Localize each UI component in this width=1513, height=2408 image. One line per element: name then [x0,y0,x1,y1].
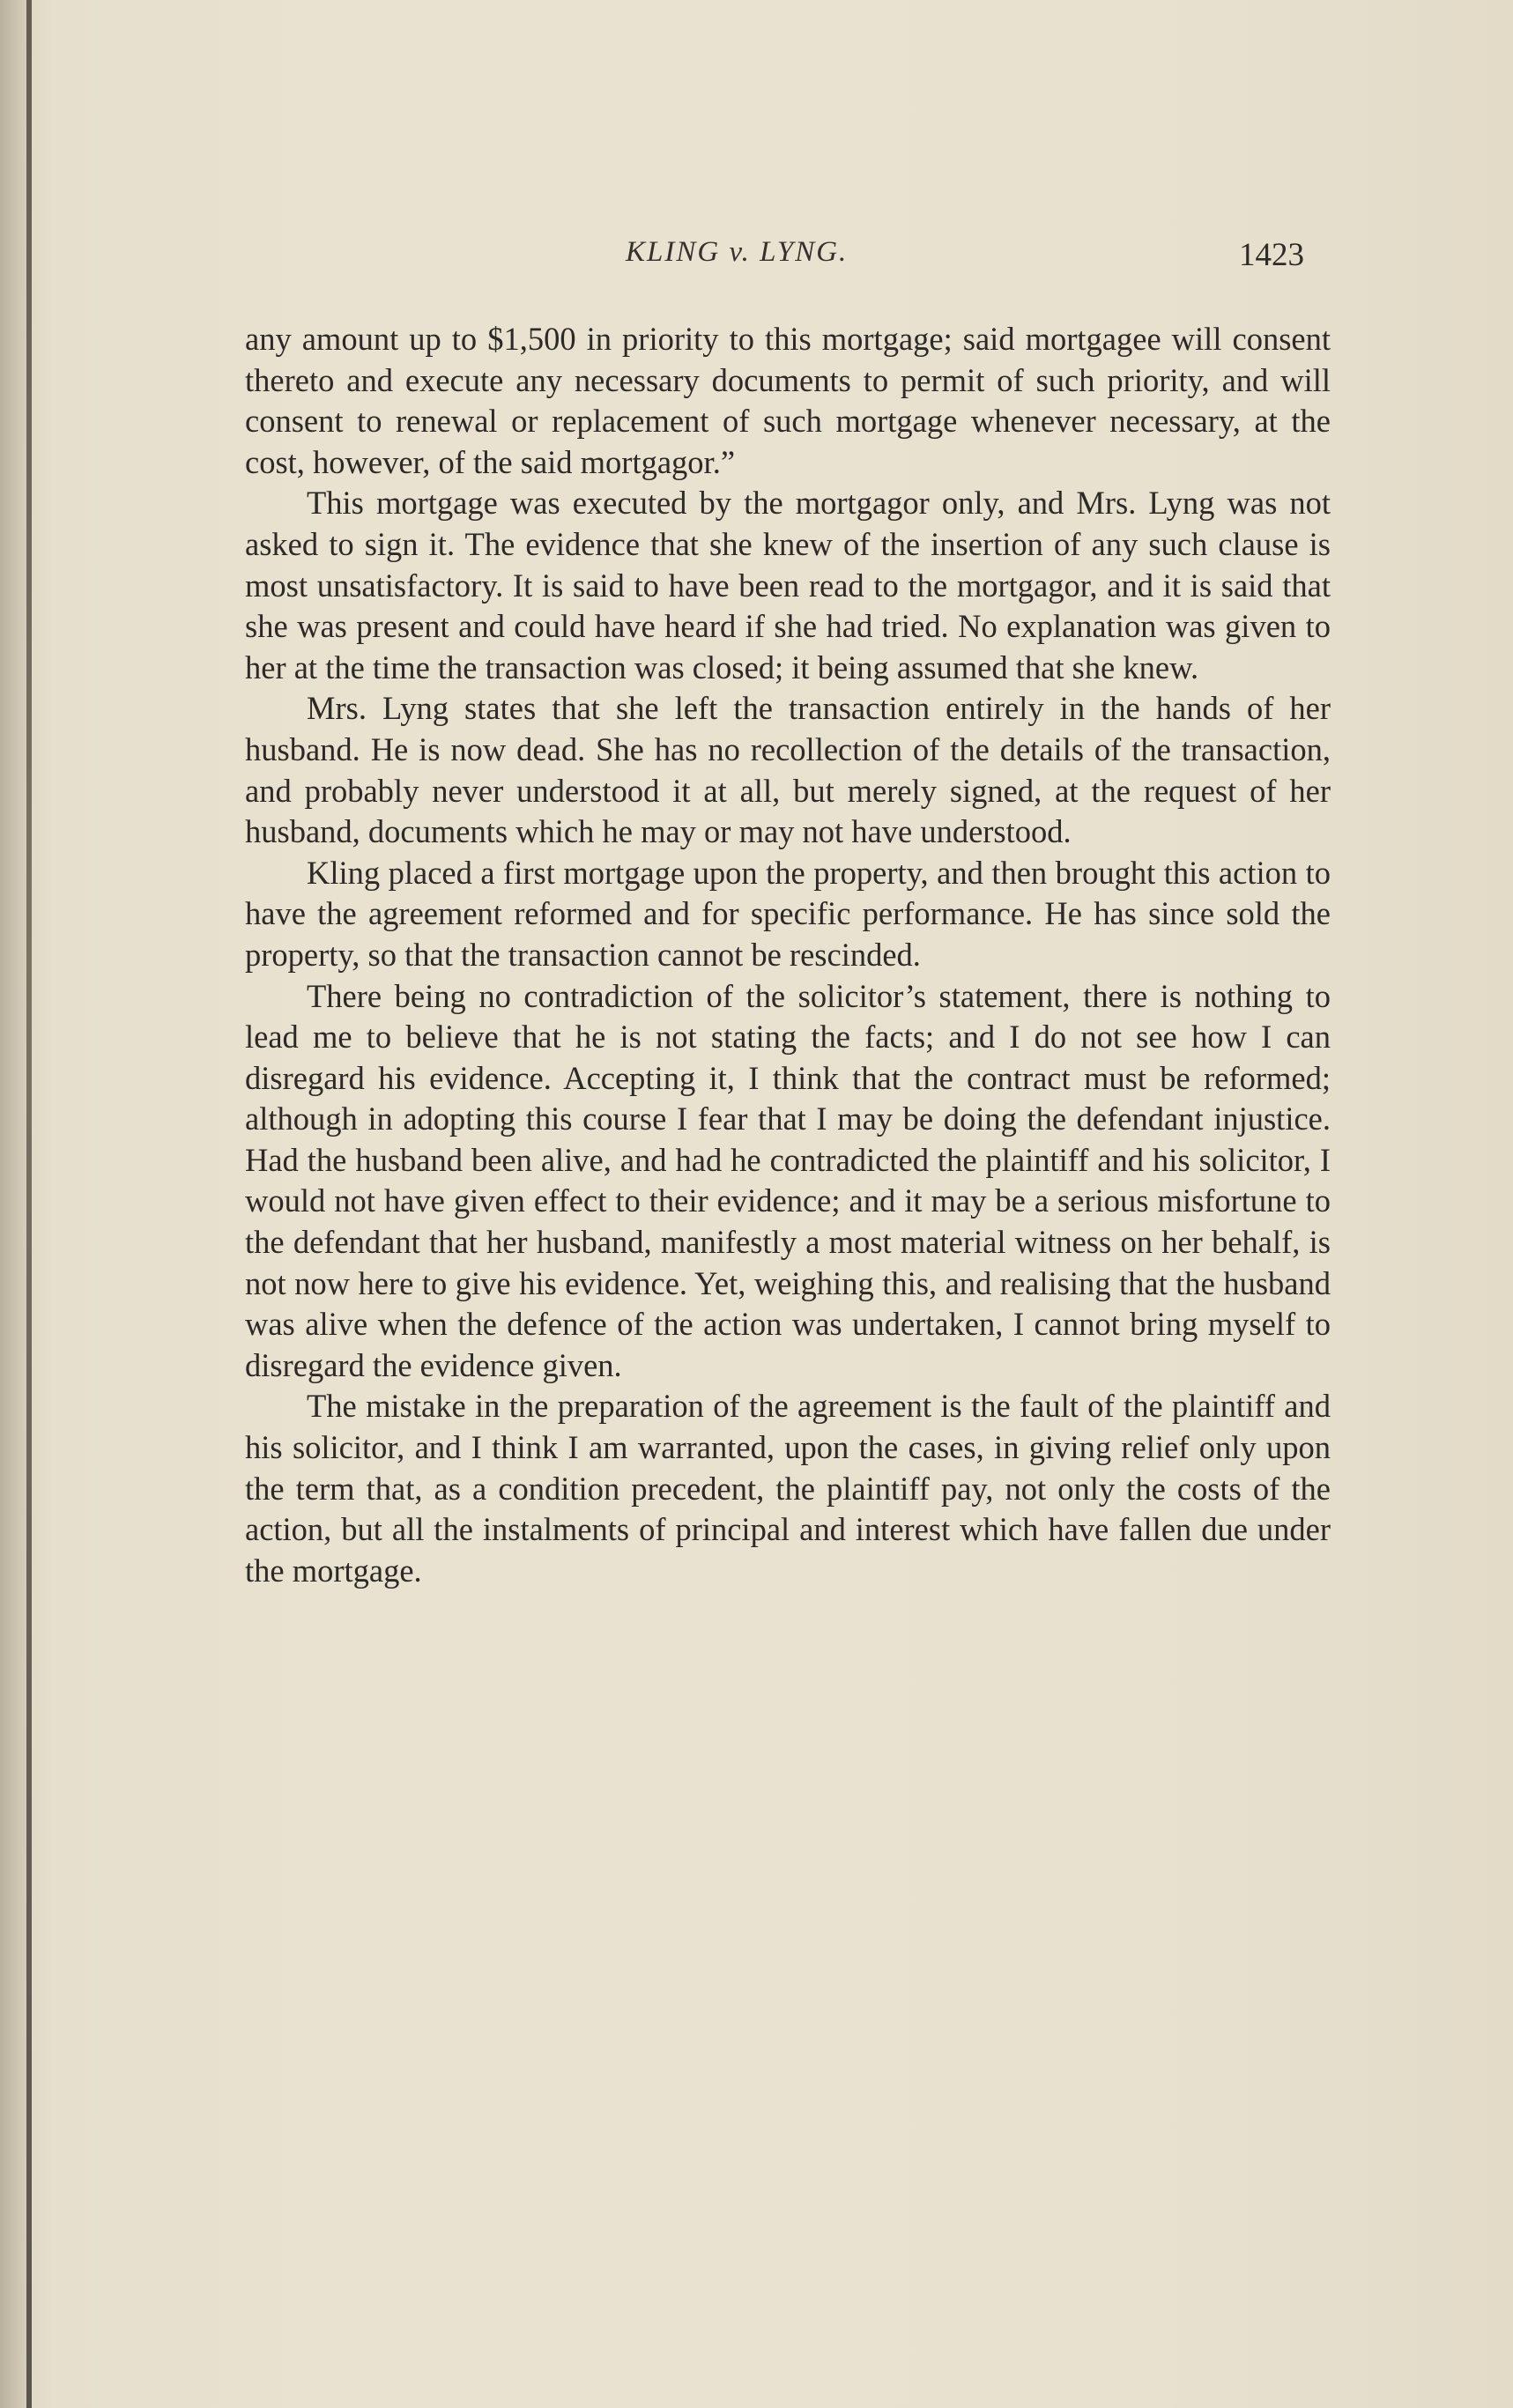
running-head: KLING v. LYNG. [626,236,849,268]
paragraph: There being no contradiction of the solicitor’s statement, there is nothing to lead me to believe that he is not stating the facts; and I do not see how I can disregard his evidence. Accepting it, I think that the contract must be reformed; although in adopting this course I fear that I may be doing the defendant injustice. Had the husband been alive, and had he contradicted the plaintiff and his solicitor, I would not have given effect to their evidence; and it may be a serious misfortune to the defendant that her husband, manifestly a most material witness on her behalf, is not now here to give his evidence. Yet, weighing this, and realising that the husband was alive when the defence of the action was undertaken, I cannot bring myself to disregard the evidence given. [245,977,1331,1383]
paragraph: Kling placed a first mortgage upon the property, and then brought this action to have the agreement reformed and for specific performance. He has since sold the property, so that the transaction cannot be rescinded. [245,854,1331,973]
page-number: 1423 [1239,237,1304,273]
binding-edge [26,0,32,2408]
paragraph-continued: any amount up to $1,500 in priority to this mortgage; said mortgagee will consent thereto and execute any necessary documents to permit of such priority, and will consent to renewal or replacement of such mortgage whenever necessary, at the cost, however, of the said mortgagor.” [245,321,1331,480]
page-header [247,236,1304,278]
paragraph: This mortgage was executed by the mortgagor only, and Mrs. Lyng was not asked to sign it. The evidence that she knew of the insertion of any such clause is most unsatisfactory. It is said to have been read to the mortgagor, and it is said that she was present and could have heard if she had tried. No explanation was given to her at the time the transaction was closed; it being assumed that she knew. [245,485,1331,685]
paragraph: Mrs. Lyng states that she left the transaction entirely in the hands of her husband. He is now dead. She has no recollection of the details of the transaction, and probably never understood it at all, but merely signed, at the request of her husband, documents which he may or may not have understood. [245,690,1331,850]
body-text [245,319,1331,1591]
binding-gutter [0,0,26,2408]
paragraph: The mistake in the preparation of the agreement is the fault of the plaintiff and his solicitor, and I think I am warranted, upon the cases, in giving relief only upon the term that, as a condition precedent, the plaintiff pay, not only the costs of the action, but all the instalments of principal and interest which have fallen due under the mortgage. [245,1388,1331,1589]
